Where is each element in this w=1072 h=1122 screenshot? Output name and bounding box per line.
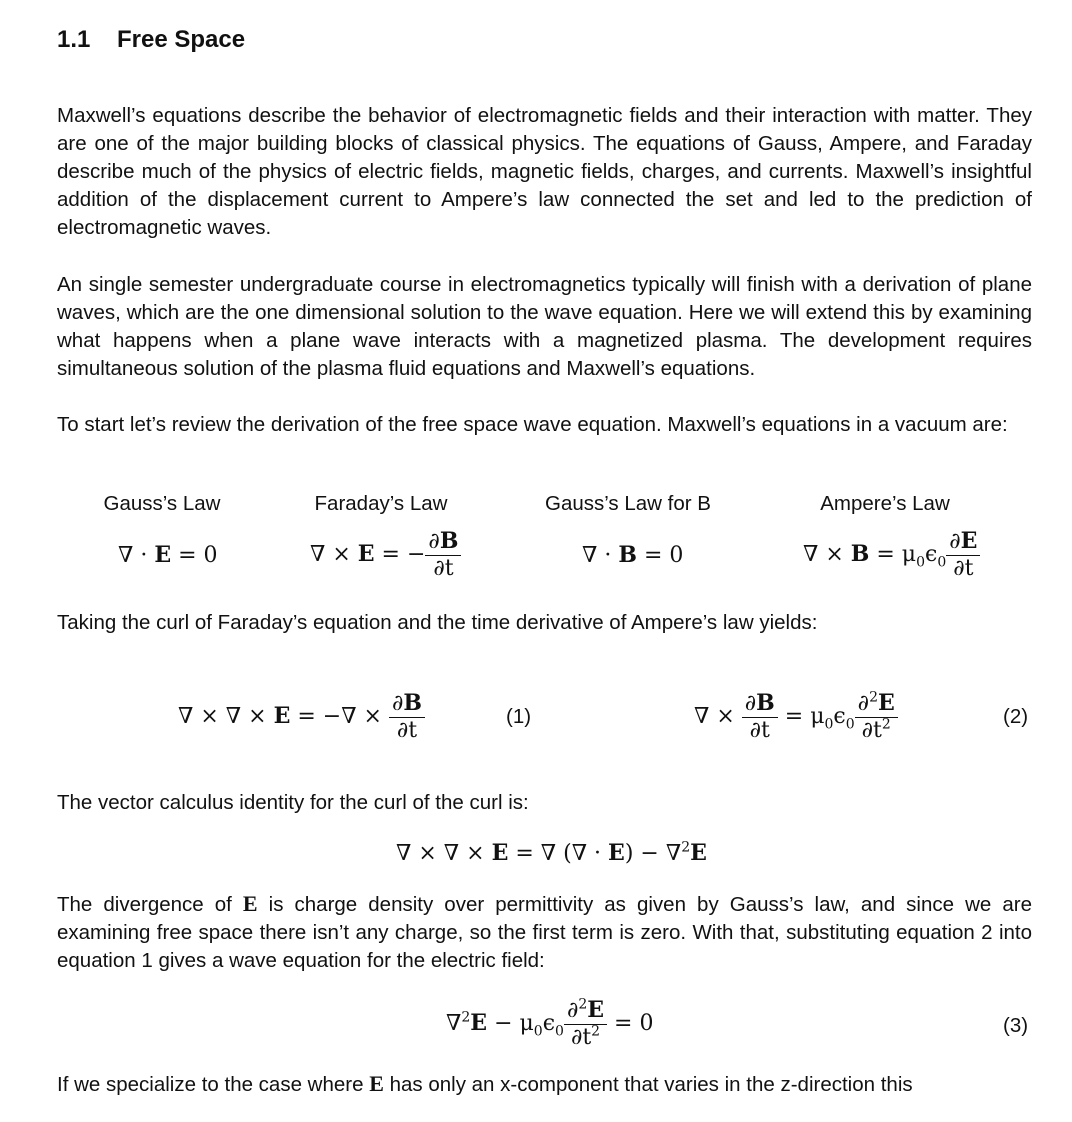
section-heading — [57, 26, 245, 54]
paragraph-7 — [57, 1070, 1032, 1099]
equation-3: $\nabla^2E - \mu_0\epsilon_0$ $\frac{\partial^2E}{\partial t^2}$ = 0 — [446, 996, 654, 1050]
equation-gauss: ∇ · E = 0 — [118, 542, 218, 568]
paragraph-6 — [57, 890, 1032, 975]
equation-curl-identity: ∇ × ∇ × E = ∇ (∇ · E) − ∇$^2$E — [396, 839, 707, 866]
symbol-E: E — [242, 891, 258, 916]
paragraph-6-text-a: The divergence of — [57, 893, 243, 916]
paragraph-3: To start let’s review the derivation of the free space wave equation. Maxwell’s equations in a vacuum are: — [57, 413, 1008, 436]
equation-2: ∇ × $\frac{\partial B}{\partial t}$ = $\mu_0\epsilon_0$ $\frac{\partial^2E}{\partial t^2}$ — [694, 690, 898, 744]
equation-faraday: ∇ × E = − $\frac{\partial B}{\partial t}$ — [310, 528, 461, 582]
paragraph-6-text-b: is charge density over permittivity as given by Gauss’s law, and since we are examining free space there isn’t any charge, so the first term is zero. With that, substituting equation 2 into equation 1 gives a wave equation for the electric field: — [57, 893, 1032, 972]
symbol-E: E — [369, 1071, 384, 1096]
paragraph-4: Taking the curl of Faraday’s equation and the time derivative of Ampere’s law yields: — [57, 611, 818, 634]
paragraph-7-text-b: has only an x-component that varies in the z-direction this — [383, 1073, 913, 1096]
section-number: 1.1 — [57, 26, 91, 53]
equation-1: ∇ × ∇ × E = −∇ × $\frac{\partial B}{\partial t}$ — [178, 690, 425, 744]
equation-2-number: (2) — [1003, 705, 1029, 728]
equation-3-number: (3) — [1003, 1014, 1029, 1037]
paragraph-5: The vector calculus identity for the curl of the curl is: — [57, 791, 529, 814]
law-ampere-heading: Ampere’s Law — [820, 492, 950, 515]
equation-gauss-b: ∇ · B = 0 — [582, 542, 684, 568]
law-gauss-heading: Gauss’s Law — [103, 492, 221, 515]
section-title: Free Space — [117, 26, 246, 53]
law-faraday-heading: Faraday’s Law — [314, 492, 448, 515]
paragraph-7-text-a: If we specialize to the case where — [57, 1073, 370, 1096]
paragraph-2: An single semester undergraduate course in electromagnetics typically will finish with a derivation of plane waves, which are the one dimensional solution to the wave equation. Here we will extend this by examining what happens when a plane wave interacts with a magnetized plasma. The development requires simultaneous solution of the plasma fluid equations and Maxwell’s equations. — [57, 273, 1032, 380]
equation-ampere: ∇ × $B = \mu_0\epsilon_0$ $\frac{\partial E}{\partial t}$ — [803, 528, 980, 582]
paragraph-1: Maxwell’s equations describe the behavior of electromagnetic fields and their interaction with matter. They are one of the major building blocks of classical physics. The equations of Gauss, Ampere, and Faraday describe much of the physics of electric fields, magnetic fields, charges, and currents. Maxwell’s insightful addition of the displacement current to Ampere’s law connected the set and led to the prediction of electromagnetic waves. — [57, 104, 1032, 239]
equation-1-number: (1) — [506, 705, 532, 728]
law-gauss-b-heading: Gauss’s Law for B — [545, 492, 711, 515]
